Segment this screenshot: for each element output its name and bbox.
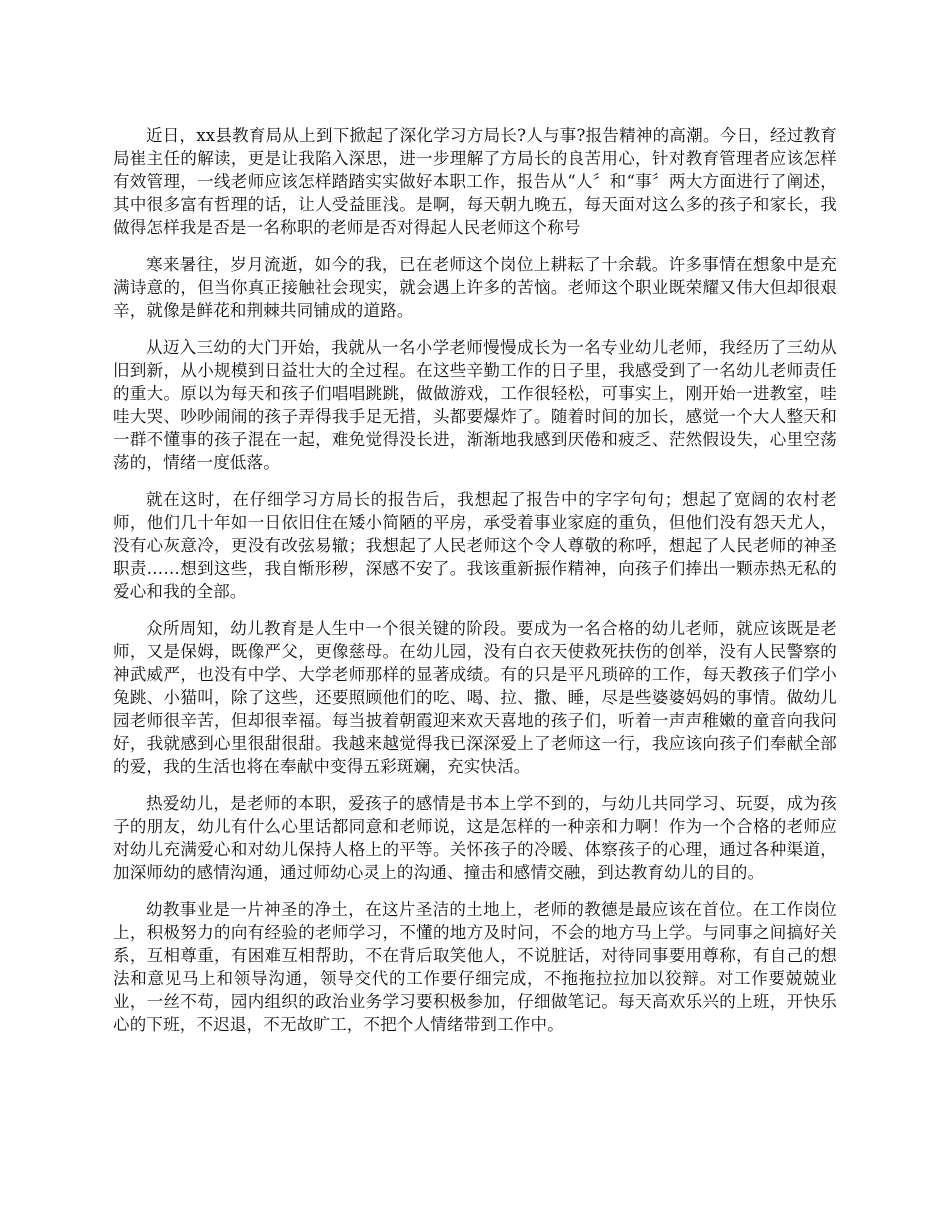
paragraph-4: 就在这时，在仔细学习方局长的报告后，我想起了报告中的字字句句；想起了宽阔的农村老师，他们几十年如一日依旧住在矮小简陋的平房，承受着事业家庭的重负，但他们没有怨天尤人，没有心灰意冷，更没有改弦易辙；我想起了人民老师这个令人尊敬的称呼，想起了人民老师的神圣职责……想到这些，我自惭形秽，深感不安了。我该重新振作精神，向孩子们捧出一颗赤热无私的爱心和我的全部。 [113, 490, 837, 601]
paragraph-6: 热爱幼儿，是老师的本职，爱孩子的感情是书本上学不到的，与幼儿共同学习、玩耍，成为孩子的朋友，幼儿有什么心里话都同意和老师说，这是怎样的一种亲和力啊！作为一个合格的老师应对幼儿充满爱心和对幼儿保持人格上的平等。关怀孩子的冷暖、体察孩子的心理，通过各种渠道，加深师幼的感情沟通，通过师幼心灵上的沟通、撞击和感情交融，到达教育幼儿的目的。 [113, 794, 837, 882]
paragraph-3: 从迈入三幼的大门开始，我就从一名小学老师慢慢成长为一名专业幼儿老师，我经历了三幼从旧到新，从小规模到日益壮大的全过程。在这些辛勤工作的日子里，我感受到了一名幼儿老师责任的重大。原以为每天和孩子们唱唱跳跳，做做游戏，工作很轻松，可事实上，刚开始一进教室，哇哇大哭、吵吵闹闹的孩子弄得我手足无措，头都要爆炸了。随着时间的加长，感觉一个大人整天和一群不懂事的孩子混在一起，难免觉得没长进，渐渐地我感到厌倦和疲乏、茫然假设失，心里空荡荡的，情绪一度低落。 [113, 338, 837, 472]
paragraph-1: 近日，xx县教育局从上到下掀起了深化学习方局长?人与事?报告精神的高潮。今日，经过教育局崔主任的解读，更是让我陷入深思，进一步理解了方局长的良苦用心，针对教育管理者应该怎样有效管理，一线老师应该怎样踏踏实实做好本职工作，报告从“人〞和“事〞两大方面进行了阐述，其中很多富有哲理的话，让人受益匪浅。是啊，每天朝九晚五，每天面对这么多的孩子和家长，我做得怎样我是否是一名称职的老师是否对得起人民老师这个称号 [113, 126, 837, 237]
paragraph-5: 众所周知，幼儿教育是人生中一个很关键的阶段。要成为一名合格的幼儿老师，就应该既是老师，又是保姆，既像严父，更像慈母。在幼儿园，没有白衣天使救死扶伤的创举，没有人民警察的神武威严，也没有中学、大学老师那样的显著成绩。有的只是平凡琐碎的工作，每天教孩子们学小兔跳、小猫叫，除了这些，还要照顾他们的吃、喝、拉、撒、睡，尽是些婆婆妈妈的事情。做幼儿园老师很辛苦，但却很幸福。每当披着朝霞迎来欢天喜地的孩子们，听着一声声稚嫩的童音向我问好，我就感到心里很甜很甜。我越来越觉得我已深深爱上了老师这一行，我应该向孩子们奉献全部的爱，我的生活也将在奉献中变得五彩斑斓，充实快活。 [113, 619, 837, 776]
paragraph-2: 寒来暑往，岁月流逝，如今的我，已在老师这个岗位上耕耘了十余载。许多事情在想象中是充满诗意的，但当你真正接触社会现实，就会遇上许多的苦恼。老师这个职业既荣耀又伟大但却很艰辛，就像是鲜花和荆棘共同铺成的道路。 [113, 255, 837, 320]
paragraph-7: 幼教事业是一片神圣的净土，在这片圣洁的土地上，老师的教德是最应该在首位。在工作岗位上，积极努力的向有经验的老师学习，不懂的地方及时问，不会的地方马上学。与同事之间搞好关系，互相尊重，有困难互相帮助，不在背后取笑他人，不说脏话，对待同事要用尊称，有自己的想法和意见马上和领导沟通，领导交代的工作要仔细完成，不拖拖拉拉加以狡辩。对工作要兢兢业业，一丝不苟，园内组织的政治业务学习要积极参加，仔细做笔记。每天高欢乐兴的上班，开快乐心的下班，不迟退，不无故旷工，不把个人情绪带到工作中。 [113, 900, 837, 1034]
document-body [113, 124, 837, 1050]
